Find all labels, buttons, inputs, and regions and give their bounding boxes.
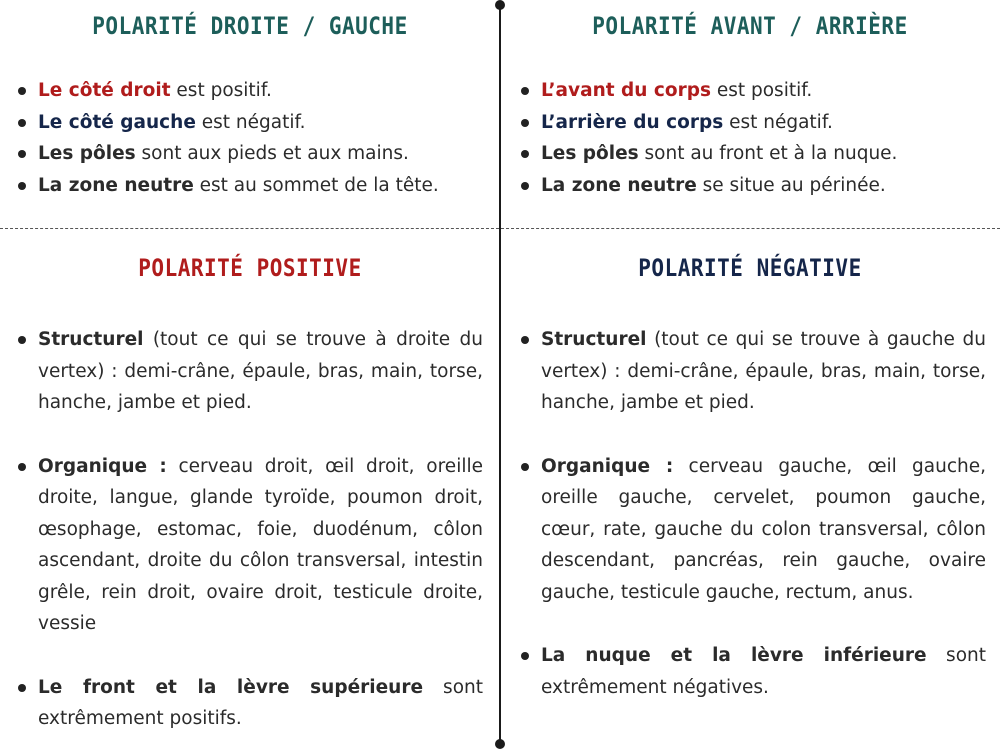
item-bold: La nuque et la lèvre inférieure (541, 645, 927, 666)
item-text: sont extrêmement positifs. (38, 676, 483, 729)
item-text: est positif. (710, 80, 813, 101)
list-item (521, 170, 991, 202)
item-text: cerveau droit, œil droit, oreille droite, langue, glande tyroïde, poumon droit, œsophage, estomac, foie, duodénum, côlon ascendant, droite du côlon transversal, intestin grêle, rein droit, ovaire droit, testicule droite, vessie (38, 455, 483, 634)
list-item (18, 451, 483, 640)
horizontal-divider (0, 228, 1000, 229)
item-bold: L’avant du corps (541, 80, 711, 101)
item-bold: Le front et la lèvre supérieure (38, 676, 423, 698)
item-bold: L’arrière du corps (541, 111, 724, 133)
list-item (18, 672, 483, 735)
item-text: est négatif. (723, 111, 833, 133)
item-text: (tout ce qui se trouve à droite du vertex) : demi-crâne, épaule, bras, main, torse, hanche, jambe et pied. (38, 329, 483, 413)
item-bold: Les pôles (38, 143, 136, 164)
item-bold: Organique : (541, 455, 674, 477)
title-polarite-negative: POLARITÉ NÉGATIVE (638, 254, 862, 282)
list-avant-arriere (521, 75, 991, 201)
divider-bottom-dot (495, 739, 505, 749)
list-item (18, 324, 483, 419)
item-text: est négatif. (195, 111, 306, 133)
title-droite-gauche: POLARITÉ DROITE / GAUCHE (92, 12, 408, 40)
item-bold: Organique : (38, 455, 167, 477)
list-item (521, 107, 991, 139)
title-polarite-positive: POLARITÉ POSITIVE (138, 254, 362, 282)
item-bold: La zone neutre (541, 174, 697, 196)
item-text: (tout ce qui se trouve à gauche du vertex) : demi-crâne, épaule, bras, main, torse, hanche, jambe et pied. (541, 329, 986, 413)
item-text: est positif. (170, 80, 272, 101)
item-bold: Le côté droit (38, 80, 171, 101)
list-item (521, 451, 986, 609)
list-droite-gauche (18, 75, 488, 201)
item-text: sont au front et à la nuque. (638, 143, 898, 164)
vertical-divider (499, 4, 501, 744)
item-bold: La zone neutre (38, 174, 194, 196)
list-item (521, 75, 991, 107)
item-bold: Le côté gauche (38, 111, 196, 133)
list-item (18, 75, 488, 107)
item-text: sont extrêmement négatives. (541, 645, 986, 698)
item-text: se situe au périnée. (696, 174, 886, 196)
list-item (18, 170, 488, 202)
list-item (521, 640, 986, 703)
list-polarite-negative (521, 324, 986, 703)
list-item (18, 138, 488, 170)
title-avant-arriere: POLARITÉ AVANT / ARRIÈRE (592, 12, 908, 40)
divider-top-dot (495, 0, 505, 10)
item-text: sont aux pieds et aux mains. (135, 143, 409, 164)
item-bold: Structurel (38, 329, 144, 350)
item-bold: Structurel (541, 329, 647, 350)
list-item (18, 107, 488, 139)
list-polarite-positive (18, 324, 483, 735)
list-item (521, 324, 986, 419)
item-text: est au sommet de la tête. (193, 174, 439, 196)
item-bold: Les pôles (541, 143, 639, 164)
list-item (521, 138, 991, 170)
item-text: cerveau gauche, œil gauche, oreille gauche, cervelet, poumon gauche, cœur, rate, gauche du colon transversal, côlon descendant, pancréas, rein gauche, ovaire gauche, testicule gauche, rectum, anus. (541, 455, 986, 603)
